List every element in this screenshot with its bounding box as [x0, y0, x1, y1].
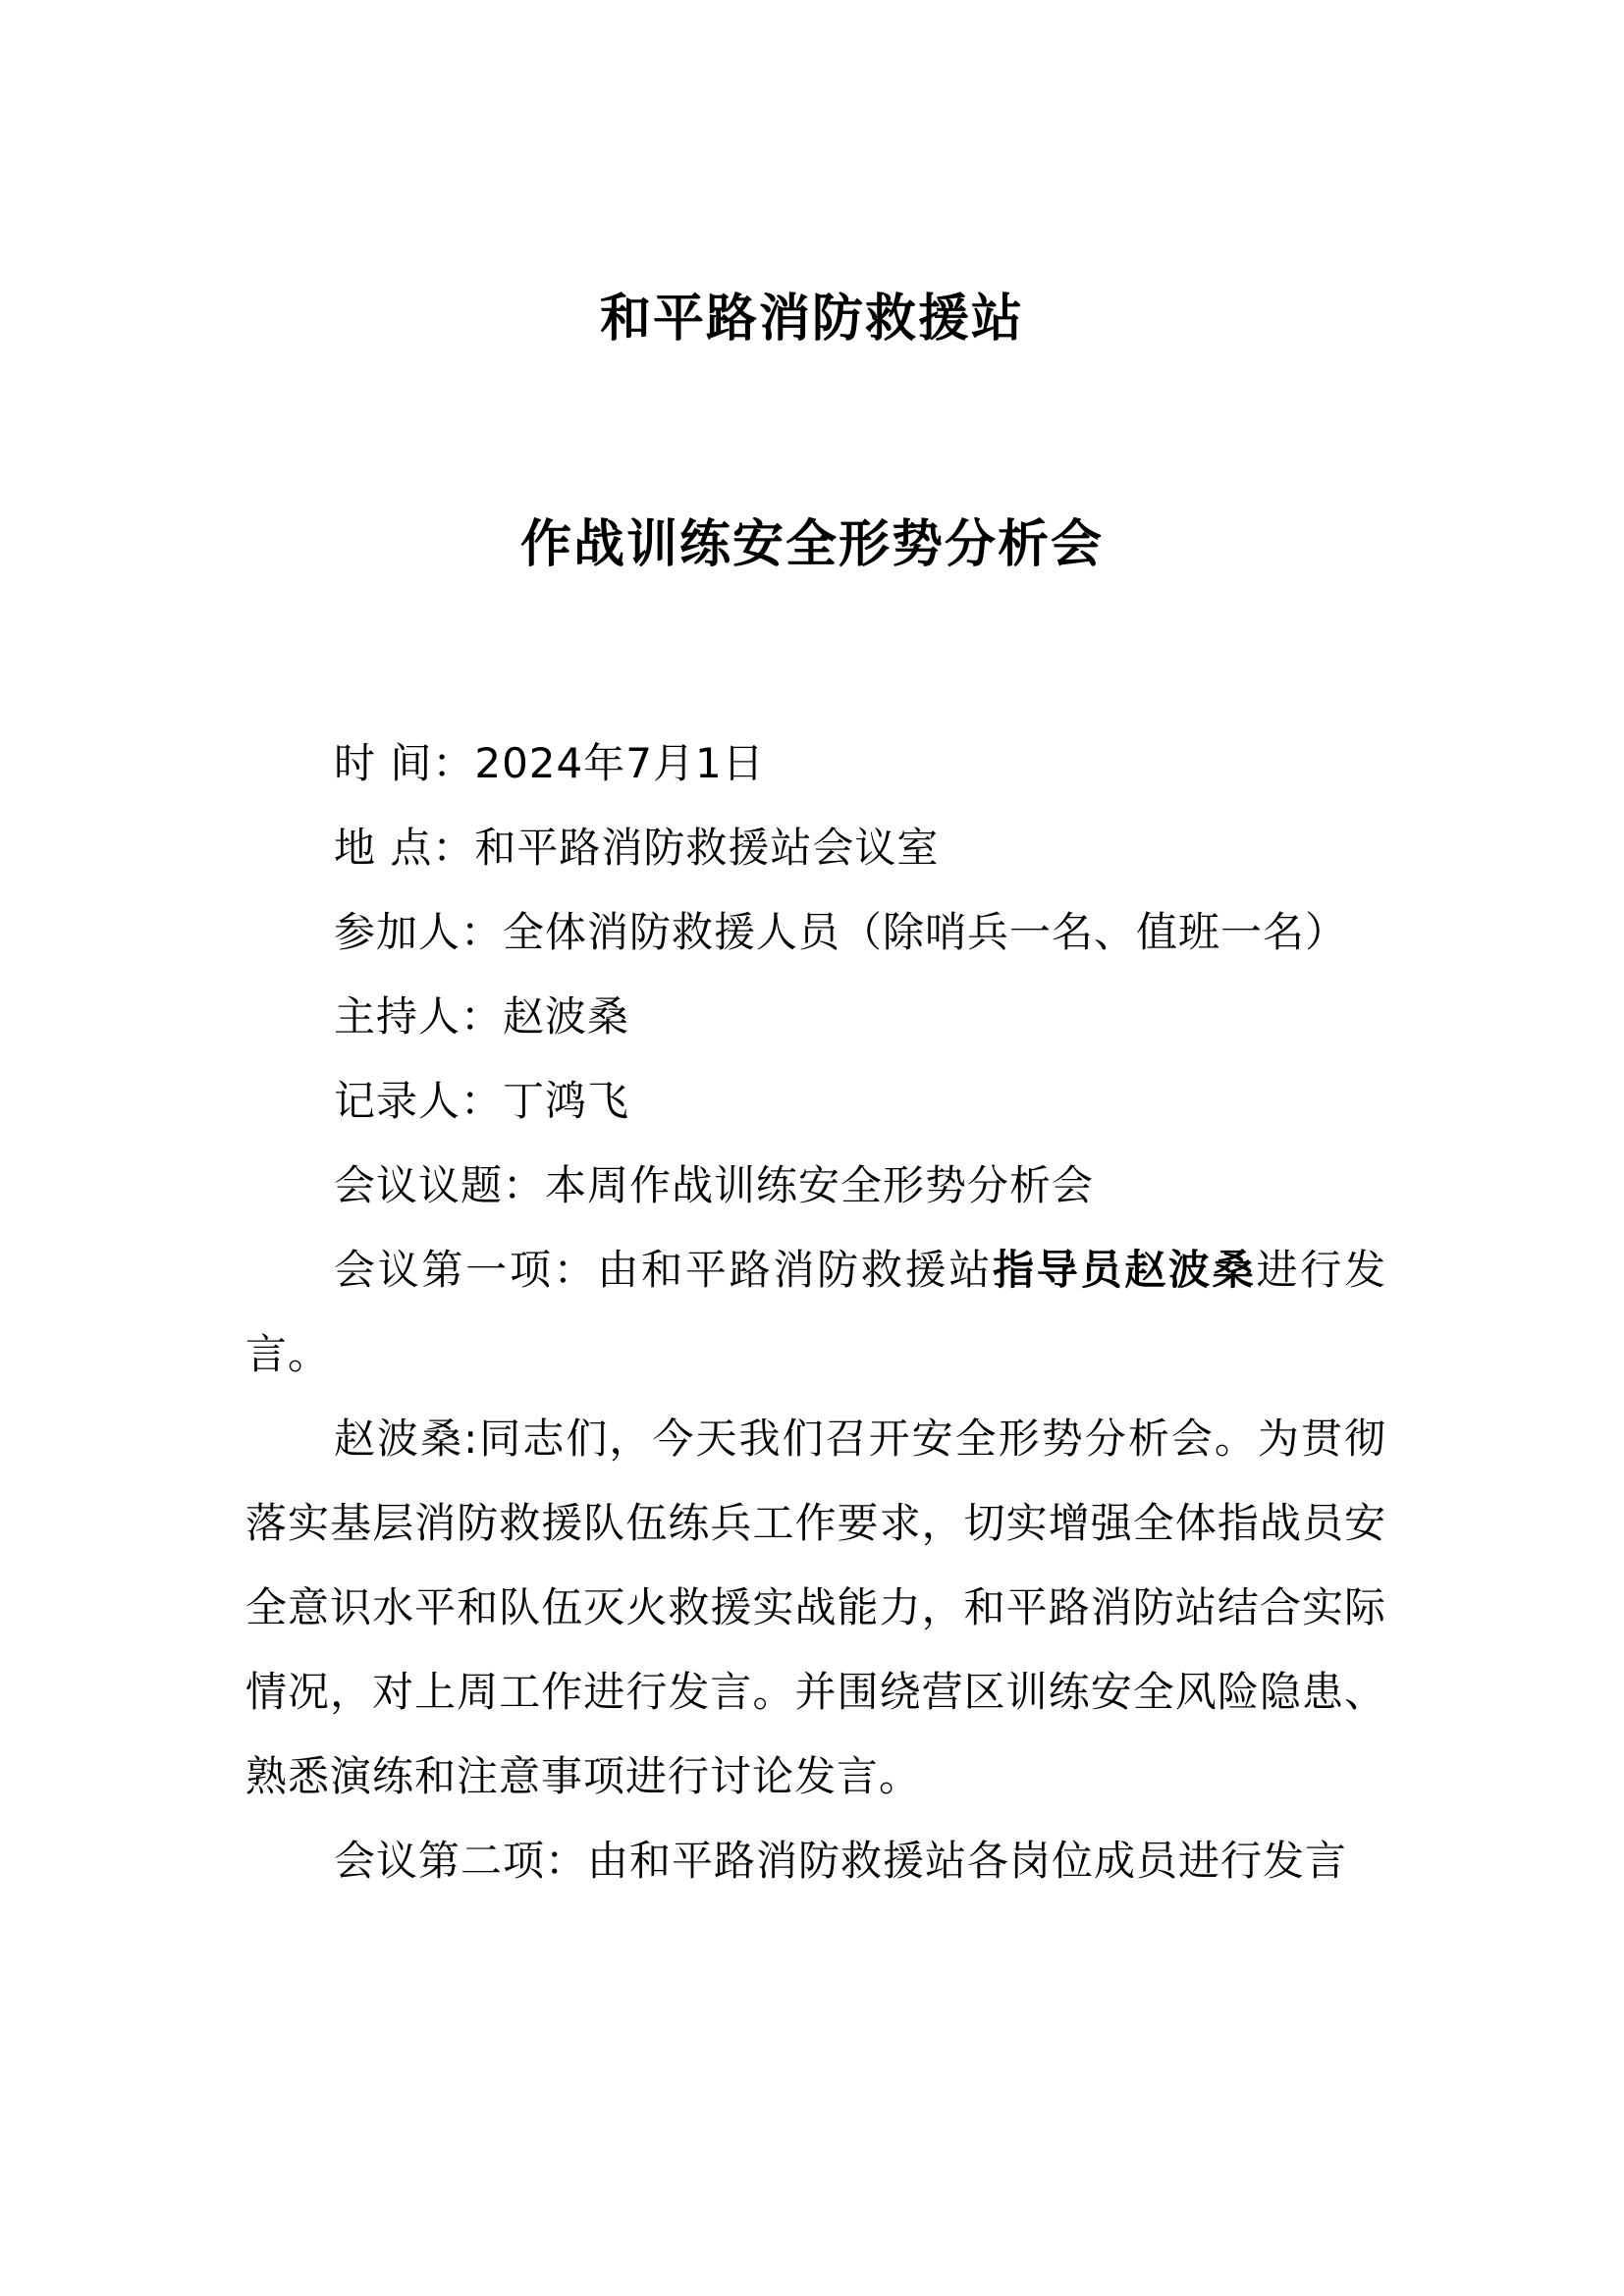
agenda-item-1	[245, 1228, 1386, 1397]
agenda-item-2: 会议第二项：由和平路消防救援站各岗位成员进行发言	[334, 1837, 1348, 1885]
meeting-recorder-label: 记录人：	[334, 1077, 504, 1125]
meeting-time	[245, 721, 1386, 806]
meeting-attendees-label: 参加人：	[334, 908, 504, 956]
meeting-place	[245, 806, 1386, 890]
agenda-item-1-speaker: 指导员赵波桑	[993, 1246, 1257, 1294]
meeting-minutes-body	[245, 721, 1386, 1903]
document-subtitle: 作战训练安全形势分析会	[519, 515, 1104, 574]
meeting-time-value: 2024年7月1日	[474, 739, 765, 787]
agenda-item-1-prefix: 会议第一项：由和平路消防救援站	[334, 1246, 994, 1294]
agenda-item-1-suffix: 进行发言。	[245, 1246, 1386, 1378]
document-title: 和平路消防救援站	[599, 290, 1024, 348]
meeting-host	[245, 975, 1386, 1059]
meeting-recorder	[245, 1059, 1386, 1144]
meeting-topic-value: 本周作战训练安全形势分析会	[545, 1161, 1095, 1209]
meeting-recorder-value: 丁鸿飞	[503, 1077, 630, 1125]
speech-speaker: 赵波桑:	[334, 1415, 479, 1463]
speech-paragraph	[245, 1397, 1386, 1819]
meeting-place-label: 地 点：	[334, 824, 475, 872]
meeting-attendees-value: 全体消防救援人员（除哨兵一名、值班一名）	[503, 908, 1348, 956]
meeting-topic	[245, 1144, 1386, 1228]
meeting-place-value: 和平路消防救援站会议室	[474, 824, 940, 872]
meeting-host-label: 主持人：	[334, 992, 504, 1041]
meeting-topic-label: 会议议题：	[334, 1161, 546, 1209]
meeting-attendees	[245, 890, 1386, 975]
speech-text: 同志们，今天我们召开安全形势分析会。为贯彻落实基层消防救援队伍练兵工作要求，切实增强全体指战员安全意识水平和队伍灭火救援实战能力，和平路消防站结合实际情况，对上周工作进行发言。并围绕营区训练安全风险隐患、熟悉演练和注意事项进行讨论发言。	[245, 1415, 1386, 1800]
meeting-host-value: 赵波桑	[503, 992, 630, 1041]
meeting-time-label: 时 间：	[334, 739, 475, 787]
